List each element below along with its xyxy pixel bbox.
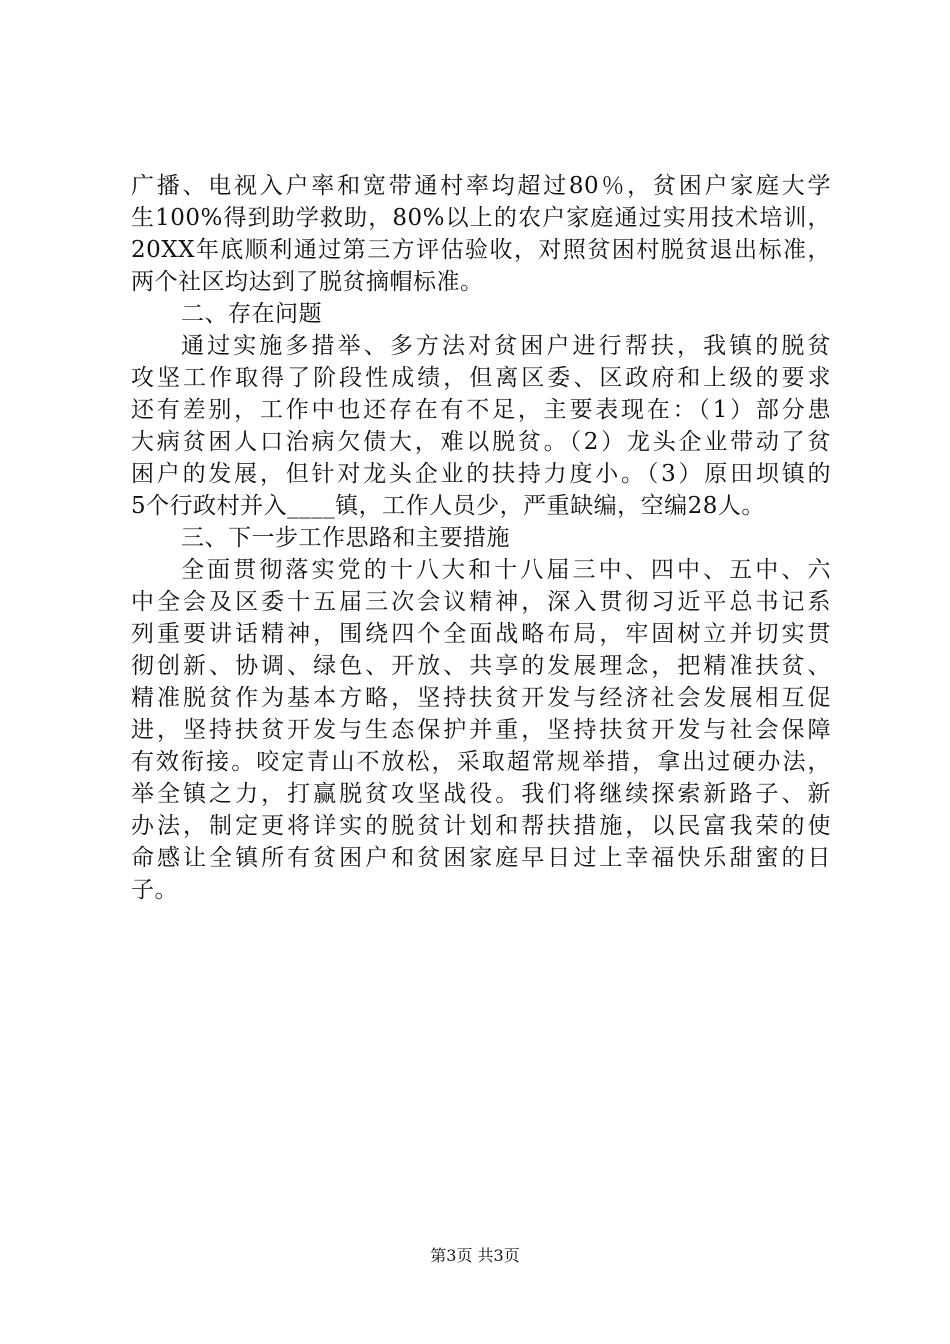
section-heading-next-steps: 三、下一步工作思路和主要措施 <box>181 525 510 551</box>
text-line: 还有差别，工作中也还存在有不足，主要表现在：（1）部分患 <box>131 397 831 423</box>
text-line: 举全镇之力，打赢脱贫攻坚战役。我们将继续探索新路子、新 <box>131 781 831 807</box>
text-line: 5个行政村并入____镇，工作人员少，严重缺编，空编28人。 <box>131 493 765 519</box>
section-heading-problems: 二、存在问题 <box>181 301 322 327</box>
paragraph-next-steps <box>131 554 831 906</box>
page-footer <box>0 1245 950 1267</box>
text-line: 中全会及区委十五届三次会议精神，深入贯彻习近平总书记系 <box>131 589 831 615</box>
text-line: 彻创新、协调、绿色、开放、共享的发展理念，把精准扶贫、 <box>131 653 831 679</box>
text-line: 进，坚持扶贫开发与生态保护并重，坚持扶贫开发与社会保障 <box>131 717 831 743</box>
text-line: 全面贯彻落实党的十八大和十八届三中、四中、五中、六 <box>181 557 831 583</box>
text-line: 两个社区均达到了脱贫摘帽标准。 <box>131 269 484 295</box>
text-line: 困户的发展，但针对龙头企业的扶持力度小。（3）原田坝镇的 <box>131 461 831 487</box>
text-line: 广播、电视入户率和宽带通村率均超过80％，贫困户家庭大学 <box>131 173 831 199</box>
text-line: 通过实施多措举、多方法对贫困户进行帮扶，我镇的脱贫 <box>181 333 831 359</box>
text-line: 有效衔接。咬定青山不放松，采取超常规举措，拿出过硬办法， <box>131 749 831 775</box>
text-line: 列重要讲话精神，围绕四个全面战略布局，牢固树立并切实贯 <box>131 621 831 647</box>
paragraph-summary <box>131 170 831 298</box>
text-line: 攻坚工作取得了阶段性成绩，但离区委、区政府和上级的要求 <box>131 365 831 391</box>
text-line: 子。 <box>131 877 178 903</box>
page-number: 第3页 共3页 <box>430 1246 520 1265</box>
text-line: 生100%得到助学救助，80%以上的农户家庭通过实用技术培训， <box>131 205 831 231</box>
text-line: 大病贫困人口治病欠债大，难以脱贫。（2）龙头企业带动了贫 <box>131 429 831 455</box>
document-body <box>131 170 831 906</box>
text-line: 办法，制定更将详实的脱贫计划和帮扶措施，以民富我荣的使 <box>131 813 831 839</box>
paragraph-problems <box>131 330 831 522</box>
text-line: 20XX年底顺利通过第三方评估验收，对照贫困村脱贫退出标准， <box>131 237 831 263</box>
text-line: 命感让全镇所有贫困户和贫困家庭早日过上幸福快乐甜蜜的日 <box>131 845 831 871</box>
text-line: 精准脱贫作为基本方略，坚持扶贫开发与经济社会发展相互促 <box>131 685 831 711</box>
